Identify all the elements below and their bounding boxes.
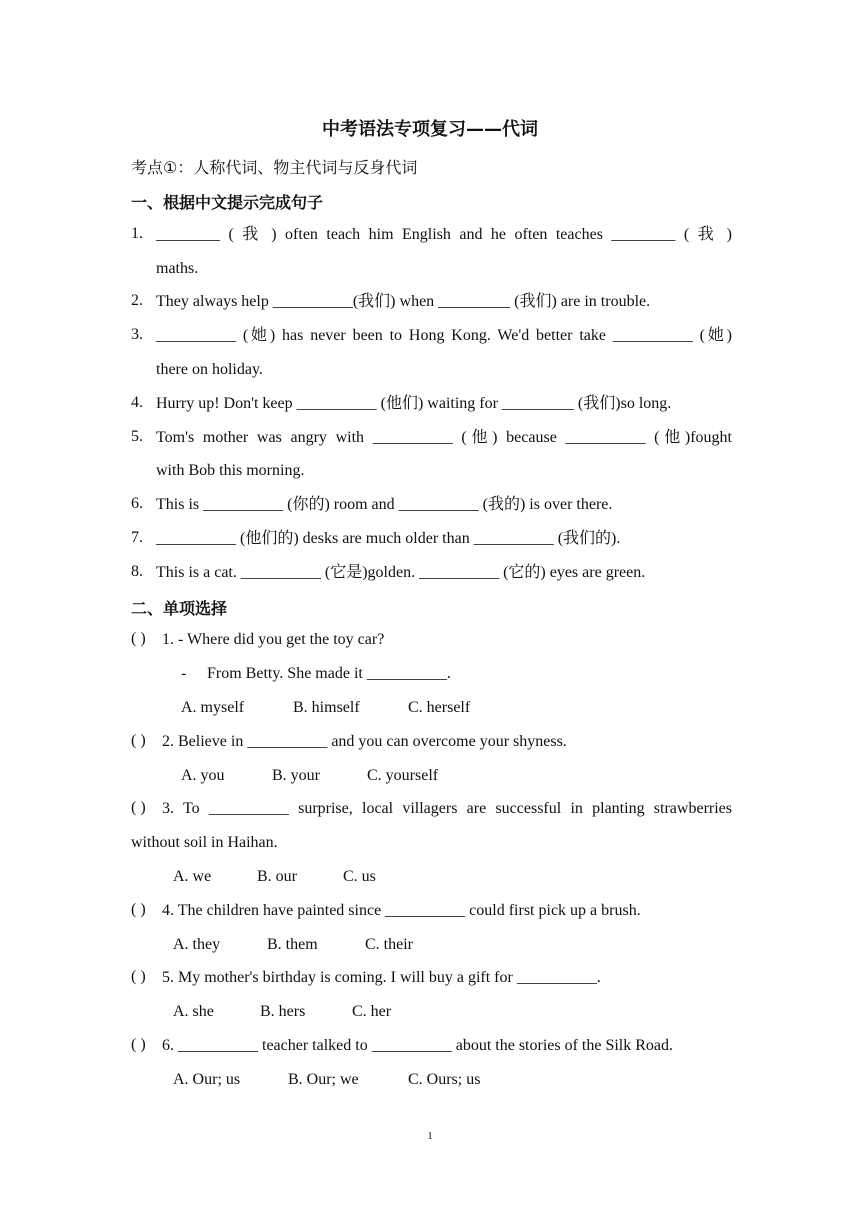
option-b: B. himself	[293, 699, 360, 716]
option-c: C. us	[343, 868, 376, 885]
reply-text: From Betty. She made it __________.	[207, 665, 451, 682]
answer-blank: ( )	[131, 630, 146, 647]
answer-blank: ( )	[131, 1036, 146, 1053]
page-number: 1	[427, 1130, 433, 1142]
item-number: 1.	[131, 225, 143, 242]
item-text-cont: there on holiday.	[156, 361, 263, 378]
item-number: 8.	[131, 563, 143, 580]
option-c: C. their	[365, 936, 413, 953]
question-stem: 6. __________ teacher talked to __________ about the stories of the Silk Road.	[162, 1037, 674, 1054]
item-number: 3.	[131, 326, 143, 343]
option-a: A. we	[173, 868, 212, 885]
item-text: Hurry up! Don't keep __________ (他们) waiting for _________ (我们)so long.	[156, 395, 672, 412]
option-a: A. Our; us	[173, 1071, 241, 1088]
option-b: B. Our; we	[288, 1071, 359, 1088]
item-number: 2.	[131, 292, 143, 309]
item-number: 5.	[131, 428, 143, 445]
question-stem: 1. - Where did you get the toy car?	[162, 631, 385, 648]
option-a: A. you	[181, 767, 225, 784]
option-a: A. myself	[181, 699, 245, 716]
item-text: Tom's mother was angry with __________ (他) because __________ (他)fought	[156, 429, 732, 446]
item-text: This is a cat. __________ (它是)golden. __________ (它的) eyes are green.	[156, 564, 646, 581]
option-b: B. hers	[260, 1003, 306, 1020]
question-stem: 5. My mother's birthday is coming. I will buy a gift for __________.	[162, 969, 601, 986]
item-text-cont: with Bob this morning.	[156, 462, 305, 479]
option-c: C. herself	[408, 699, 471, 716]
option-a: A. she	[173, 1003, 214, 1020]
question-stem: 2. Believe in __________ and you can overcome your shyness.	[162, 733, 567, 750]
item-text: ________ ( 我 ) often teach him English and he often teaches ________ ( 我 )	[156, 226, 732, 243]
item-text: They always help __________(我们) when _________ (我们) are in trouble.	[156, 293, 651, 310]
option-c: C. yourself	[367, 767, 439, 784]
section-heading-1: 一、根据中文提示完成句子	[131, 193, 324, 212]
topic-label: 考点①：人称代词、物主代词与反身代词	[131, 158, 418, 177]
option-b: B. your	[272, 767, 320, 784]
item-text: __________ (她) has never been to Hong Kong. We'd better take __________ (她)	[156, 327, 732, 344]
item-text: __________ (他们的) desks are much older than __________ (我们的).	[156, 530, 621, 547]
item-number: 7.	[131, 529, 143, 546]
item-number: 6.	[131, 495, 143, 512]
item-number: 4.	[131, 394, 143, 411]
option-b: B. our	[257, 868, 297, 885]
answer-blank: ( )	[131, 732, 146, 749]
answer-blank: ( )	[131, 968, 146, 985]
answer-blank: ( )	[131, 901, 146, 918]
item-text: This is __________ (你的) room and __________ (我的) is over there.	[156, 496, 613, 513]
reply-dash: -	[181, 665, 187, 682]
question-stem: 3. To __________ surprise, local villagers are successful in planting strawberries	[162, 800, 732, 817]
page-title: 中考语法专项复习——代词	[322, 119, 538, 140]
item-text-cont: maths.	[156, 260, 199, 277]
option-c: C. Ours; us	[408, 1071, 481, 1088]
section-heading-2: 二、单项选择	[131, 599, 228, 618]
option-a: A. they	[173, 936, 221, 953]
option-c: C. her	[352, 1003, 392, 1020]
answer-blank: ( )	[131, 799, 146, 816]
question-stem-cont: without soil in Haihan.	[131, 834, 278, 851]
option-b: B. them	[267, 936, 318, 953]
question-stem: 4. The children have painted since __________ could first pick up a brush.	[162, 902, 641, 919]
